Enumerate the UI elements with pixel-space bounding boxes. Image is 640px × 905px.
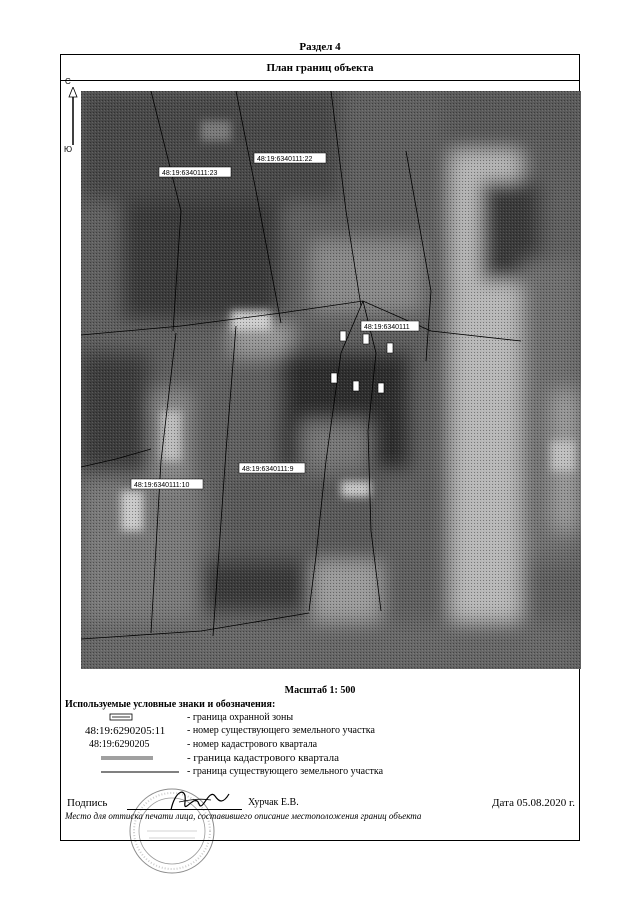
parcel-label-10 bbox=[131, 479, 203, 489]
svg-text:48:19:6340111: 48:19:6340111 bbox=[364, 324, 410, 331]
stamp-caption: Место для оттиска печати лица, составившего описание местоположения границ объекта bbox=[65, 811, 422, 821]
document-date: Дата 05.08.2020 г. bbox=[492, 797, 575, 809]
parcel-label-quarter bbox=[361, 321, 419, 331]
svg-text:48:19:6340111:22: 48:19:6340111:22 bbox=[257, 156, 313, 163]
map-canvas bbox=[81, 91, 581, 669]
svg-text:48:19:6340111:9: 48:19:6340111:9 bbox=[242, 466, 294, 473]
quarter-boundary-symbol bbox=[101, 755, 153, 761]
protection-zone-symbol bbox=[109, 713, 133, 721]
parcel-boundary-symbol bbox=[101, 771, 179, 774]
parcel-label-23 bbox=[159, 167, 231, 177]
handwritten-signature bbox=[165, 782, 235, 822]
scale-label: Масштаб 1: 500 bbox=[284, 685, 356, 696]
signature-label: Подпись bbox=[67, 797, 108, 809]
aerial-map bbox=[81, 91, 581, 669]
svg-text:48:19:6340111:23: 48:19:6340111:23 bbox=[162, 170, 218, 177]
legend-title: Используемые условные знаки и обозначения: bbox=[65, 699, 276, 710]
south-label: Ю bbox=[64, 145, 73, 154]
svg-text:48:19:6340111:10: 48:19:6340111:10 bbox=[134, 482, 190, 489]
signer-name: Хурчак Е.В. bbox=[248, 797, 299, 808]
parcel-label-22 bbox=[254, 153, 326, 163]
north-arrow-icon bbox=[64, 87, 82, 147]
parcel-label-9 bbox=[239, 463, 305, 473]
north-label: С bbox=[65, 77, 71, 86]
plan-title: План границ объекта bbox=[61, 55, 579, 81]
north-arrow bbox=[64, 77, 82, 157]
section-title: Раздел 4 bbox=[299, 41, 341, 53]
document-frame: План границ объекта 48:19:6340111:23 48:19:6340111:22 48:19:6340111 48:19:6340111:9 48:19:6340111:10 С Ю Масштаб 1: 500 Используемые условные знаки и обозначения: - граница охранной зоны 48:19:6290205:11 - номер существующего земельного участка 48:19:6290205 - номер кадастрового квартала - граница кадастрового квартала - граница существующего земельного участка Подпись Хурчак Е.В. Дата 05.08.2020 г. Место для оттиска печати лица, составившего описание местоположения границ объекта bbox=[60, 54, 580, 841]
